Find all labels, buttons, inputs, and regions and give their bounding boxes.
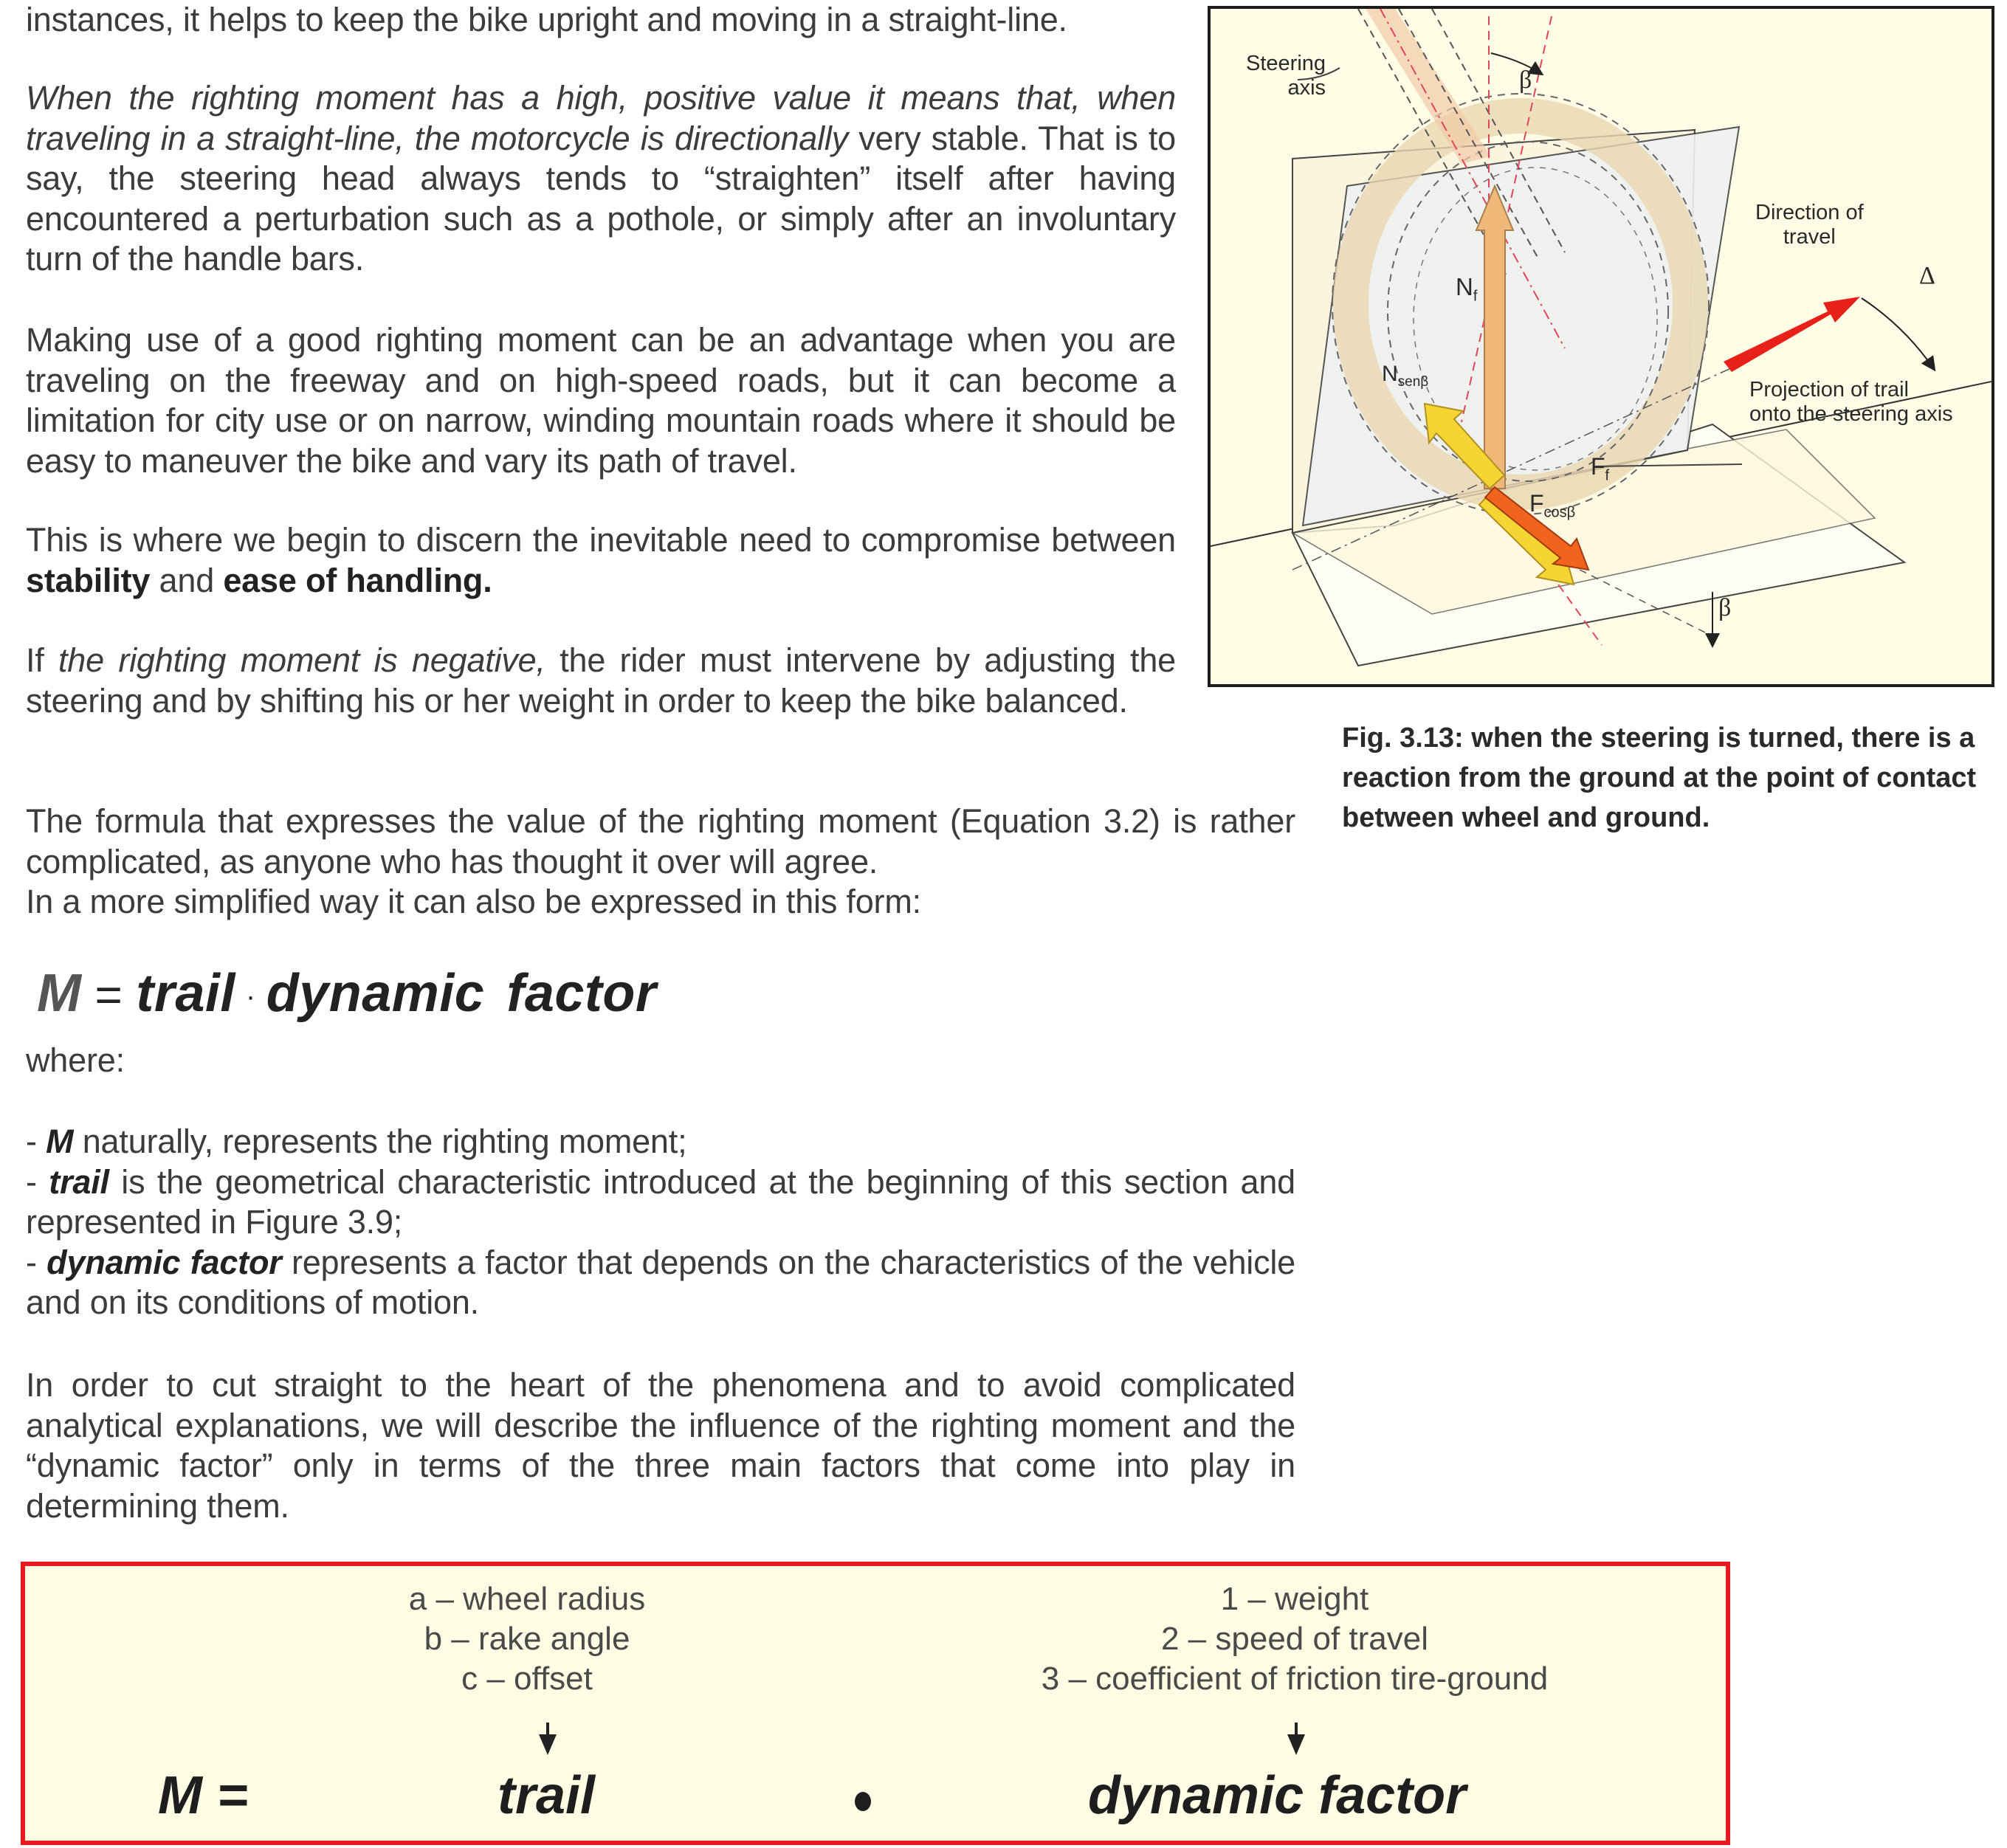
paragraph-text: and	[150, 561, 224, 599]
paragraph-italic-text: the righting moment is negative,	[58, 641, 545, 679]
paragraph-text: Making use of a good righting moment can be an advantage when you are traveling on the freeway and on high-speed roads, but it can become a limitation for city use or on narrow, winding mountain roads where it should be easy to maneuver the bike and vary its path of travel.	[26, 321, 1176, 480]
paragraph-text: instances, it helps to keep the bike upright and moving in a straight-line.	[26, 1, 1067, 38]
multiplication-dot	[855, 1792, 871, 1811]
bold-stability: stability	[26, 561, 151, 599]
paragraph-three-factors	[26, 1365, 1295, 1526]
trail-factor-item: a – wheel radius	[408, 1581, 646, 1617]
formula-term-dynamic-factor: dynamic factor	[1088, 1766, 1467, 1825]
equation-term-factor: factor	[506, 964, 657, 1023]
definition-dynamic-factor: - dynamic factor represents a factor that depends on the characteristics of the vehicle and on its conditions of motion.	[26, 1243, 1295, 1321]
dynamic-factor-item: 3 – coefficient of friction tire-ground	[1041, 1661, 1549, 1697]
arrow-down-icon	[546, 1723, 549, 1752]
equation-term-dynamic: dynamic	[266, 964, 485, 1023]
figure-caption: Fig. 3.13: when the steering is turned, there is a reaction from the ground at the point of contact between wheel and ground.	[1342, 723, 1977, 833]
paragraph-text: In a more simplified way it can also be expressed in this form:	[26, 883, 921, 920]
definition-term: dynamic factor	[47, 1243, 282, 1281]
paragraph-compromise	[26, 520, 1176, 601]
formula-term-trail: trail	[498, 1766, 596, 1825]
equation-simplified	[37, 963, 656, 1024]
formula-lhs: M =	[158, 1766, 249, 1825]
equation-lhs: M	[37, 964, 82, 1023]
trail-factor-item: c – offset	[461, 1661, 593, 1697]
paragraph-text: the rider must intervene by adjusting the steering and by shifting his or her weight in order to keep the bike balanced.	[26, 641, 1176, 720]
equation-dot: ·	[245, 980, 256, 1013]
direction-of-travel-arrow	[1724, 297, 1860, 372]
formula-summary-box	[21, 1562, 1730, 1845]
definitions-list	[26, 1122, 1295, 1323]
delta-angle-arc	[1862, 298, 1934, 369]
definition-text: represents a factor that depends on the characteristics of the vehicle and on its conditions of motion.	[26, 1243, 1295, 1321]
paragraph-italic-text: When the righting moment has a high, positive value it means that, when traveling in a straight-line, the motorcycle is directionally	[26, 79, 1176, 157]
trail-factors-list	[350, 1579, 704, 1699]
label-delta: Δ	[1919, 262, 1935, 289]
arrow-down-icon	[1295, 1723, 1298, 1752]
label-direction-of-travel: Direction of travel	[1755, 201, 1864, 249]
beta-angle-arc-top	[1491, 53, 1541, 74]
figure-3-13-diagram	[1208, 6, 1994, 687]
paragraph-formula-intro	[26, 801, 1295, 923]
label-beta-top: β	[1519, 66, 1532, 94]
paragraph-positive-moment	[26, 78, 1176, 280]
definition-trail: - trail is the geometrical characteristic introduced at the beginning of this section and represented in Figure 3.9;	[26, 1162, 1296, 1241]
paragraph-text: In order to cut straight to the heart of the phenomena and to avoid complicated analytical explanations, we will describe the influence of the righting moment and the “dynamic factor” only in terms of the three main factors that come into play in determining them.	[26, 1366, 1295, 1525]
dynamic-factor-item: 1 – weight	[1220, 1581, 1369, 1617]
paragraph-negative-moment	[26, 641, 1176, 721]
label-beta-bottom: β	[1718, 594, 1732, 621]
where-text: where:	[26, 1041, 125, 1079]
dynamic-factor-item: 2 – speed of travel	[1160, 1621, 1428, 1657]
steering-force-diagram	[1211, 9, 1991, 684]
equation-equals: =	[94, 968, 123, 1021]
definition-term: trail	[49, 1162, 109, 1201]
where-label	[26, 1041, 125, 1081]
definition-text: is the geometrical characteristic introduced at the beginning of this section and represented in Figure 3.9;	[26, 1162, 1296, 1241]
definition-m: - M naturally, represents the righting moment;	[26, 1123, 687, 1160]
definition-term: M	[46, 1123, 74, 1160]
paragraph-intro-tail	[26, 0, 1176, 41]
label-nf: $N_f$	[1456, 273, 1478, 305]
paragraph-text: The formula that expresses the value of the righting moment (Equation 3.2) is rather complicated, as anyone who has thought it over will agree.	[26, 802, 1295, 880]
paragraph-text: This is where we begin to discern the inevitable need to compromise between	[26, 521, 1176, 559]
equation-term-trail: trail	[136, 964, 235, 1023]
label-projection-of-trail: Projection of trail onto the steering axis	[1749, 378, 1953, 426]
label-steering-axis: Steering axis	[1246, 52, 1326, 100]
definition-text: naturally, represents the righting moment;	[73, 1123, 687, 1160]
bold-ease-of-handling: ease of handling.	[223, 561, 492, 599]
label-nsenbeta: $N_{sen\beta}$	[1382, 362, 1429, 390]
dynamic-factors-list	[999, 1579, 1590, 1699]
label-fcosbeta: $F_{cos\beta}$	[1529, 490, 1576, 521]
paragraph-text: If	[26, 641, 58, 679]
trail-factor-item: b – rake angle	[424, 1621, 630, 1657]
paragraph-text: very stable. That is to say, the steering head always tends to “straighten” itself after having encountered a perturbation such as a pothole, or simply after an involuntary turn of the handle bars.	[26, 119, 1176, 277]
paragraph-advantage	[26, 320, 1176, 481]
label-ff: $F_f$	[1591, 453, 1610, 484]
